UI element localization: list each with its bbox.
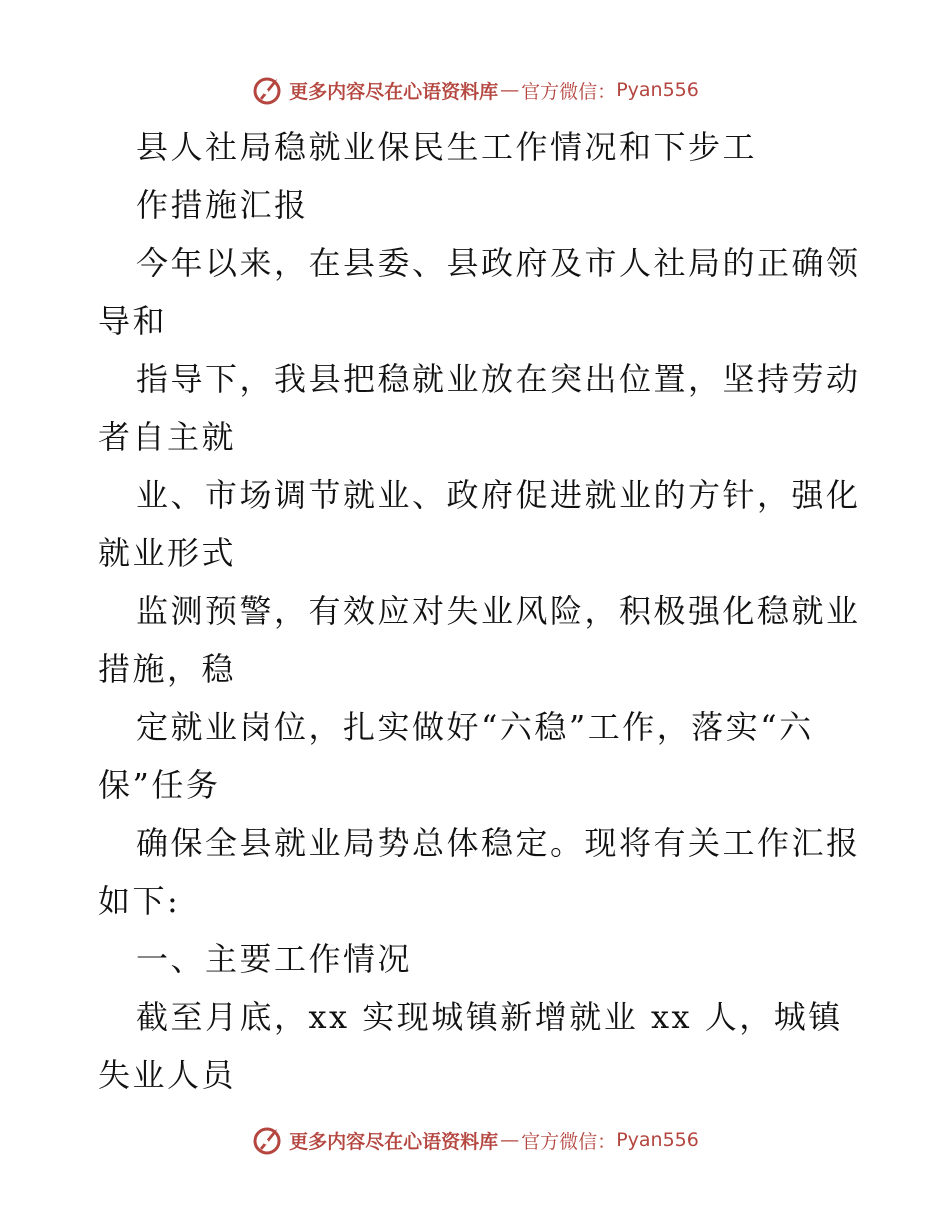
banner-wechat-id: Pyan556 [616, 79, 699, 101]
quill-seal-logo-icon [251, 74, 283, 106]
paragraph-line: 今年以来，在县委、县政府及市人社局的正确领 [136, 244, 861, 282]
banner-wechat-id: Pyan556 [616, 1129, 699, 1151]
banner-separator: — [500, 1129, 520, 1151]
document-title-line: 县人社局稳就业保民生工作情况和下步工 [136, 128, 758, 166]
quill-seal-logo-icon [251, 1124, 283, 1156]
footer-banner [0, 1120, 950, 1160]
banner-brand-text: 更多内容尽在心语资料库 [289, 80, 499, 103]
paragraph-line: 者自主就 [98, 418, 237, 456]
paragraph-line: 措施，稳 [98, 650, 237, 688]
paragraph-line: 监测预警，有效应对失业风险，积极强化稳就业 [136, 592, 861, 630]
paragraph-line: 导和 [98, 302, 168, 340]
banner-wechat-label: 官方微信： [521, 1130, 617, 1153]
paragraph-line: 截至月底，xx 实现城镇新增就业 xx 人，城镇 [136, 998, 843, 1036]
document-body [98, 118, 861, 1104]
paragraph-line: 业、市场调节就业、政府促进就业的方针，强化 [136, 476, 861, 514]
paragraph-line: 就业形式 [98, 534, 237, 572]
paragraph-line: 确保全县就业局势总体稳定。现将有关工作汇报 [136, 824, 861, 862]
paragraph-line: 一、主要工作情况 [136, 940, 413, 978]
banner-brand-text: 更多内容尽在心语资料库 [289, 1130, 499, 1153]
banner-separator: — [500, 79, 520, 101]
header-banner [0, 70, 950, 110]
paragraph-line: 失业人员 [98, 1056, 237, 1094]
paragraph-line: 定就业岗位，扎实做好“六稳”工作，落实“六 [136, 708, 814, 746]
banner-wechat-label: 官方微信： [521, 80, 617, 103]
document-title-line: 作措施汇报 [136, 186, 309, 224]
paragraph-line: 指导下，我县把稳就业放在突出位置，坚持劳动 [136, 360, 861, 398]
paragraph-line: 如下: [98, 882, 181, 920]
paragraph-line: 保”任务 [98, 766, 221, 804]
